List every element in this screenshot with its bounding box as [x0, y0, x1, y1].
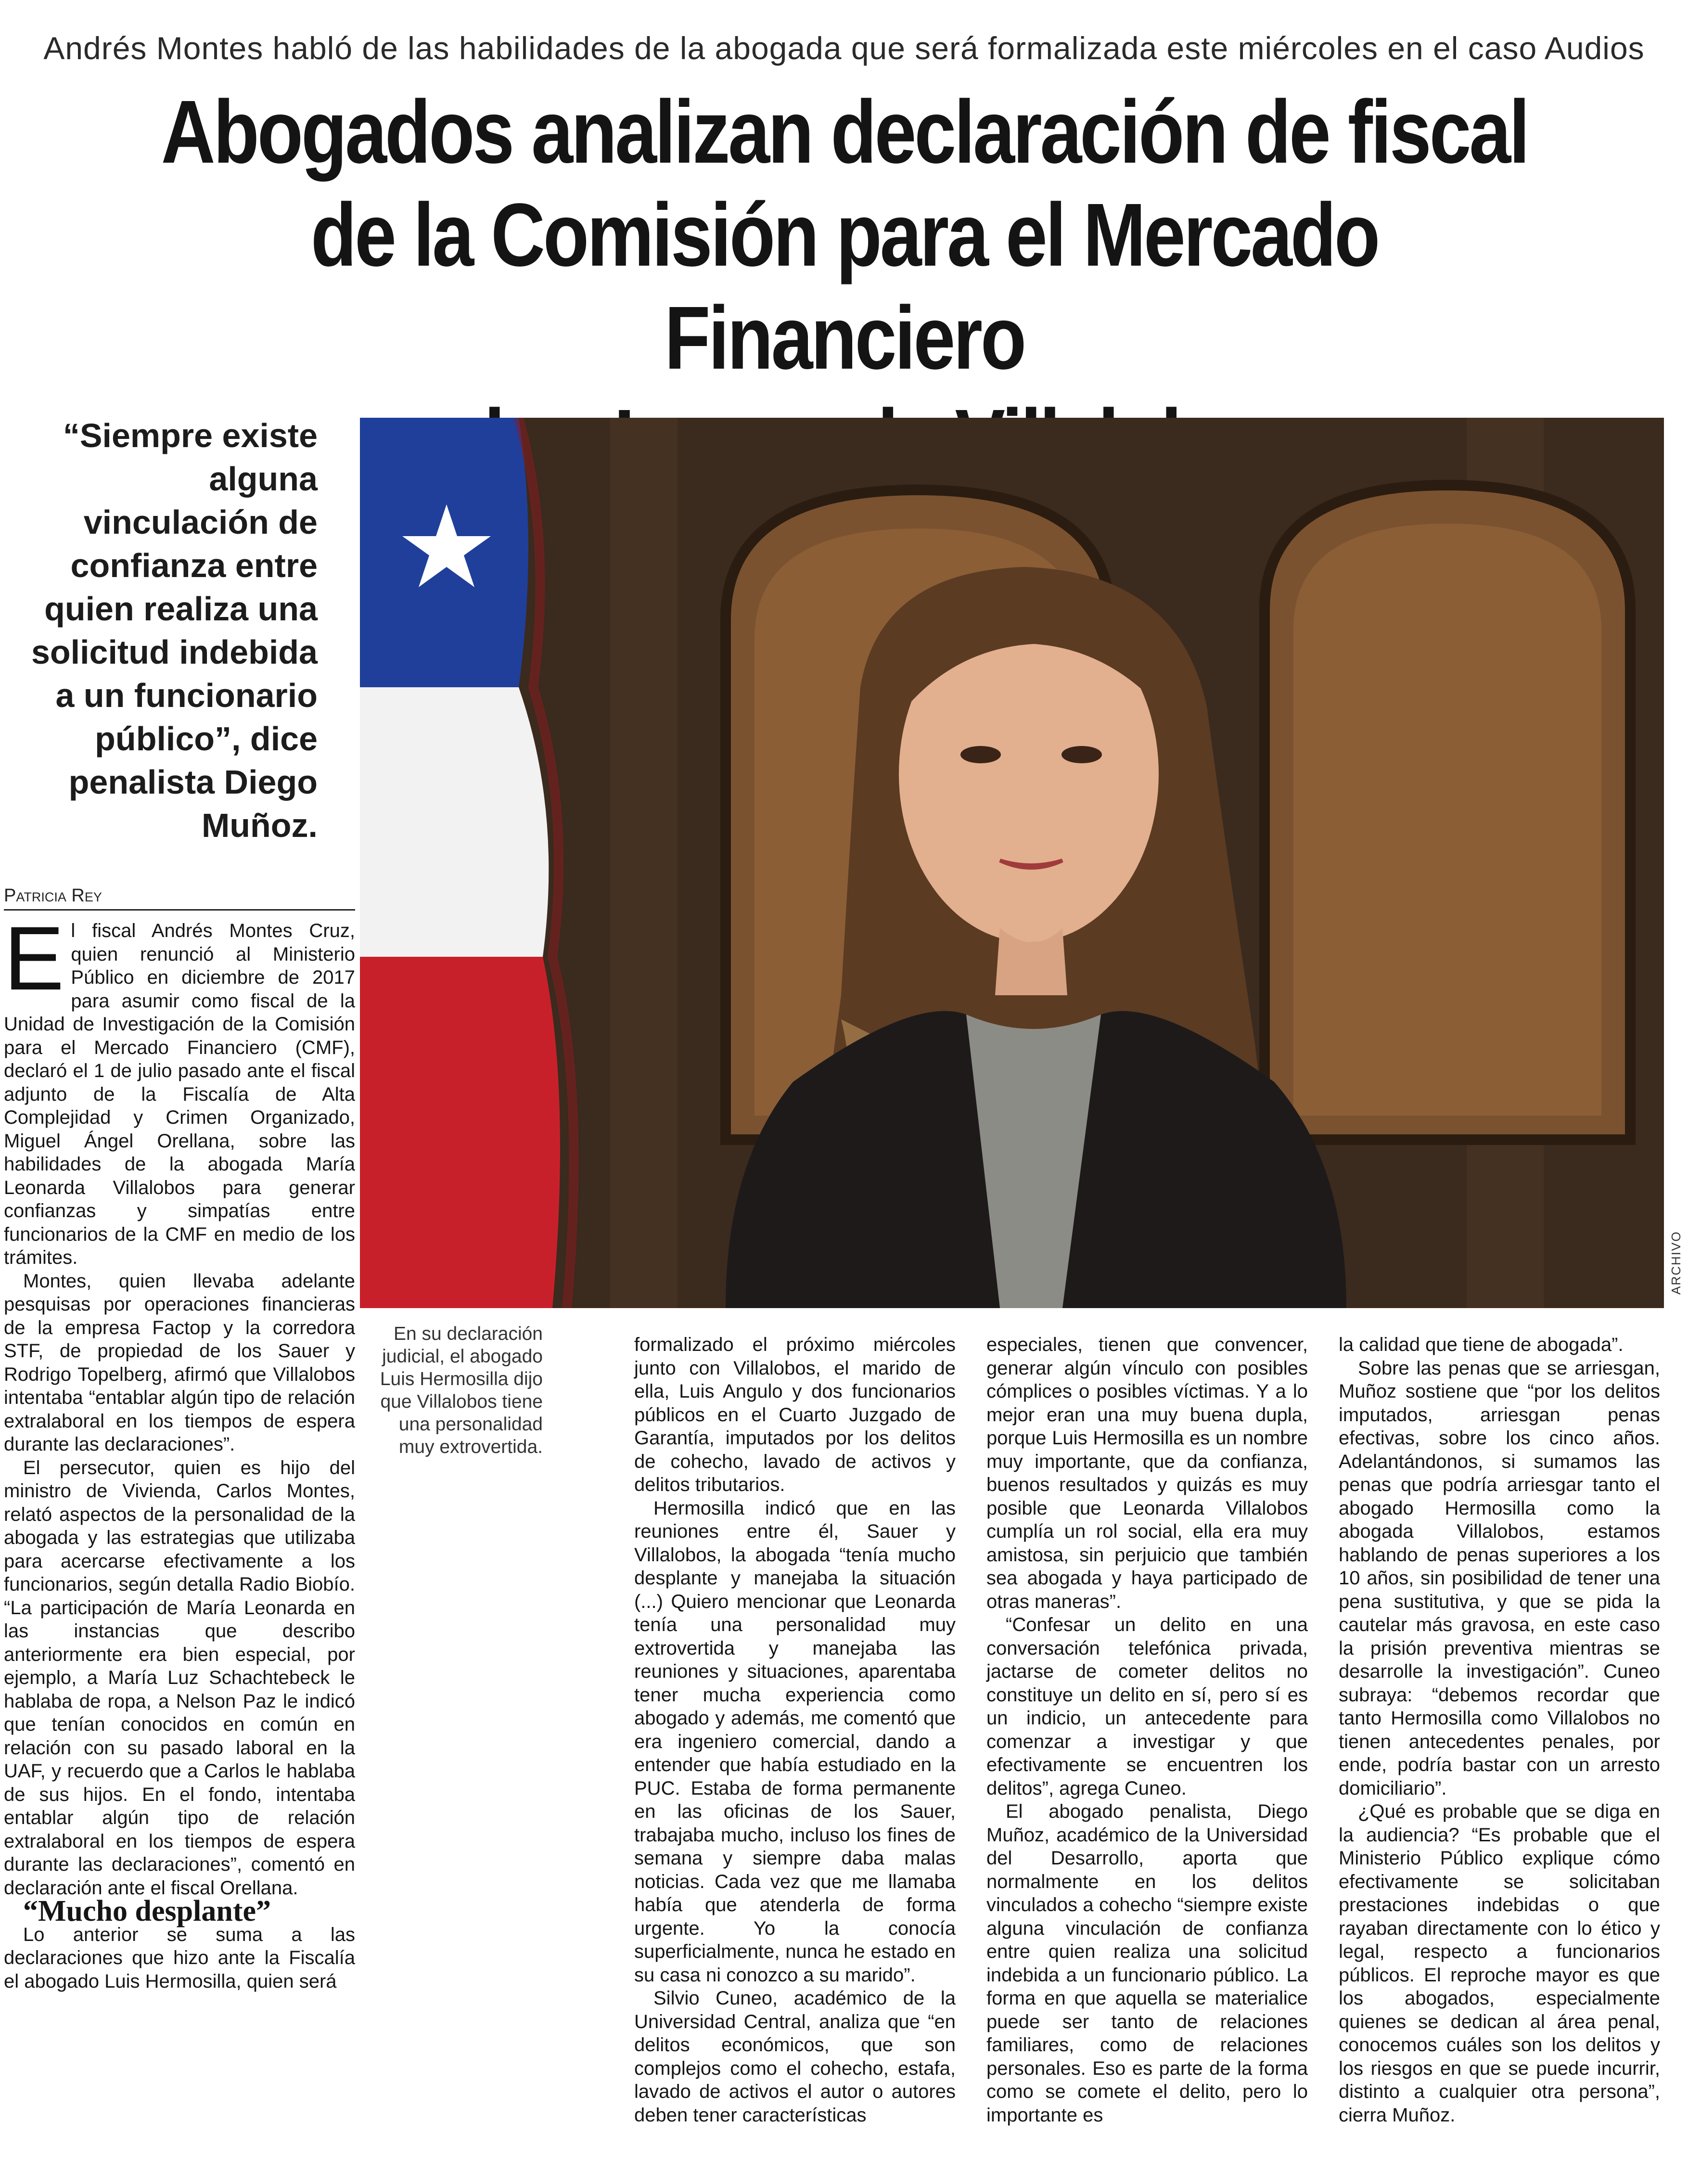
- photo-illustration: [360, 418, 1664, 1308]
- chile-flag: [360, 418, 574, 1308]
- paragraph: especiales, tienen que convencer, generar algún vínculo con posibles cómplices o posibles víctimas. Y a lo mejor eran una muy buena dupla, porque Luis Hermosilla es un nombre muy importante, que da confianza, buenos resultados y quizás es muy posible que Leonarda Villalobos cumplía un rol social, ella era muy amistosa, sin perjuicio que también sea abogada y haya participado de otras maneras”.: [986, 1334, 1308, 1612]
- article-column-3: [986, 1333, 1308, 2127]
- article-column-4: [1339, 1333, 1660, 2127]
- headline-line-2: de la Comisión para el Mercado Financiero: [310, 185, 1379, 388]
- paragraph-text: l fiscal Andrés Montes Cruz, quien renunció al Ministerio Público en diciembre de 2017 para asumir como fiscal de la Unidad de Investigación de la Comisión para el Mercado Financiero (CMF), declaró el 1 de julio pasado ante el fiscal adjunto de la Fiscalía de Alta Complejidad y Crimen Organizado, Miguel Ángel Orellana, sobre las habilidades de la abogada María Leonarda Villalobos para generar confianzas y simpatías entre funcionarios de la CMF en medio de los trámites.: [4, 920, 355, 1268]
- paragraph: formalizado el próximo miércoles junto con Villalobos, el marido de ella, Luis Angulo y dos funcionarios públicos en el Cuarto Juzgado de Garantía, imputados por los delitos de cohecho, lavado de activos y delitos tributarios.: [634, 1334, 956, 1495]
- photo-caption: En su declaración judicial, el abogado Luis Hermosilla dijo que Villalobos tiene una personalidad muy extrovertida.: [380, 1323, 543, 1457]
- paragraph: El abogado penalista, Diego Muñoz, académico de la Universidad del Desarrollo, aporta que normalmente en los delitos vinculados a cohecho “siempre existe alguna vinculación de confianza entre quien realiza una solicitud indebida a un funcionario público. La forma en que aquella se materialice puede ser tanto de relaciones familiares, como de relaciones personales. Eso es parte de la forma como se comete el delito, pero lo importante es: [986, 1801, 1308, 2126]
- paragraph: El persecutor, quien es hijo del ministro de Vivienda, Carlos Montes, relató aspectos de la personalidad de la abogada y las estrategias que utilizaba para acercarse efectivamente a los funcionarios, según detalla Radio Biobío. “La participación de María Leonarda en las instancias que describo anteriormente era bien especial, por ejemplo, a María Luz Schachtebeck le hablaba de ropa, a Nelson Paz le indicó que tenían conocidos en común en relación con su pasado laboral en la UAF, y recuerdo que a Carlos le hablaba de sus hijos. En el fondo, intentaba entablar algún tipo de relación extralaboral en los tiempos de espera durante las declaraciones”, comentó en declaración ante el fiscal Orellana.: [4, 1457, 355, 1899]
- article-photo: [360, 418, 1664, 1308]
- paragraph: [4, 908, 355, 1270]
- paragraph: Silvio Cuneo, académico de la Universidad Central, analiza que “en delitos económicos, que son complejos como el cohecho, estafa, lavado de activos el autor o autores deben tener características: [634, 1988, 956, 2126]
- subheading: “Mucho desplante”: [23, 1895, 271, 1927]
- paragraph: Hermosilla indicó que en las reuniones entre él, Sauer y Villalobos, la abogada “tenía mucho desplante y manejaba la situación (...) Quiero mencionar que Leonarda tenía una personalidad muy extrovertida y manejaba las reuniones y situaciones, aparentaba tener mucha experiencia como abogado y además, me comentó que era ingeniero comercial, dando a entender que había estudiado en la PUC. Estaba de forma permanente en las oficinas de los Sauer, trabajaba mucho, incluso los fines de semana y siempre daba malas noticias. Cada vez que me llamaba había que atenderla de forma urgente. Yo la conocía superficialmente, nunca he estado en su casa ni conozco a su marido”.: [634, 1497, 956, 1986]
- drop-cap: E: [4, 908, 64, 1009]
- paragraph: Sobre las penas que se arriesgan, Muñoz sostiene que “por los delitos imputados, arriesgan penas efectivas, sobre los cinco años. Adelantándonos, si sumamos las penas que podría arriesgar tanto el abogado Hermosilla como la abogada Villalobos, estamos hablando de penas superiores a los 10 años, sin posibilidad de tener una pena sustitutiva, y que se pida la cautelar más gravosa, en este caso la prisión preventiva mientras se desarrolle la investigación”. Cuneo subraya: “debemos recordar que tanto Hermosilla como Villalobos no tienen antecedentes penales, por ende, podría bastar con un arresto domiciliario”.: [1339, 1357, 1660, 1799]
- paragraph: Montes, quien llevaba adelante pesquisas por operaciones financieras de la empresa Factop y la corredora STF, de propiedad de los Sauer y Rodrigo Topelberg, afirmó que Villalobos intentaba “entablar algún tipo de relación extralaboral en los tiempos de espera durante las declaraciones”.: [4, 1270, 355, 1455]
- byline: Patricia Rey: [4, 886, 355, 911]
- paragraph: “Confesar un delito en una conversación telefónica privada, jactarse de cometer delitos no constituye un delito en sí, pero sí es un indicio, un antecedente para comenzar a investigar y que efectivamente se encuentren los delitos”, agrega Cuneo.: [986, 1614, 1308, 1799]
- photo-credit: ARCHIVO: [1669, 1231, 1683, 1295]
- article-column-2: [634, 1333, 956, 2127]
- pull-quote: “Siempre existe alguna vinculación de confianza entre quien realiza una solicitud indebida a un funcionario público”, dice penalista Diego Muñoz.: [31, 417, 318, 844]
- paragraph: la calidad que tiene de abogada”.: [1339, 1334, 1624, 1355]
- headline-line-1: Abogados analizan declaración de fiscal: [161, 82, 1528, 182]
- article-column-1: [4, 908, 355, 1993]
- paragraph: ¿Qué es probable que se diga en la audiencia? “Es probable que el Ministerio Público explique cómo efectivamente se solicitaban prestaciones indebidas o que rayaban directamente con lo ético y legal, respecto a funcionarios públicos. El reproche mayor es que los abogados, especialmente quienes se dedican al área penal, conocemos cuáles son los delitos y los riesgos en que se puede incurrir, distinto a cualquier otra persona”, cierra Muñoz.: [1339, 1801, 1660, 2126]
- paragraph: Lo anterior se suma a las declaraciones que hizo ante la Fiscalía el abogado Luis Hermosilla, quien será: [4, 1924, 355, 1992]
- kicker: Andrés Montes habló de las habilidades de la abogada que será formalizada este miércoles en el caso Audios: [43, 30, 1645, 66]
